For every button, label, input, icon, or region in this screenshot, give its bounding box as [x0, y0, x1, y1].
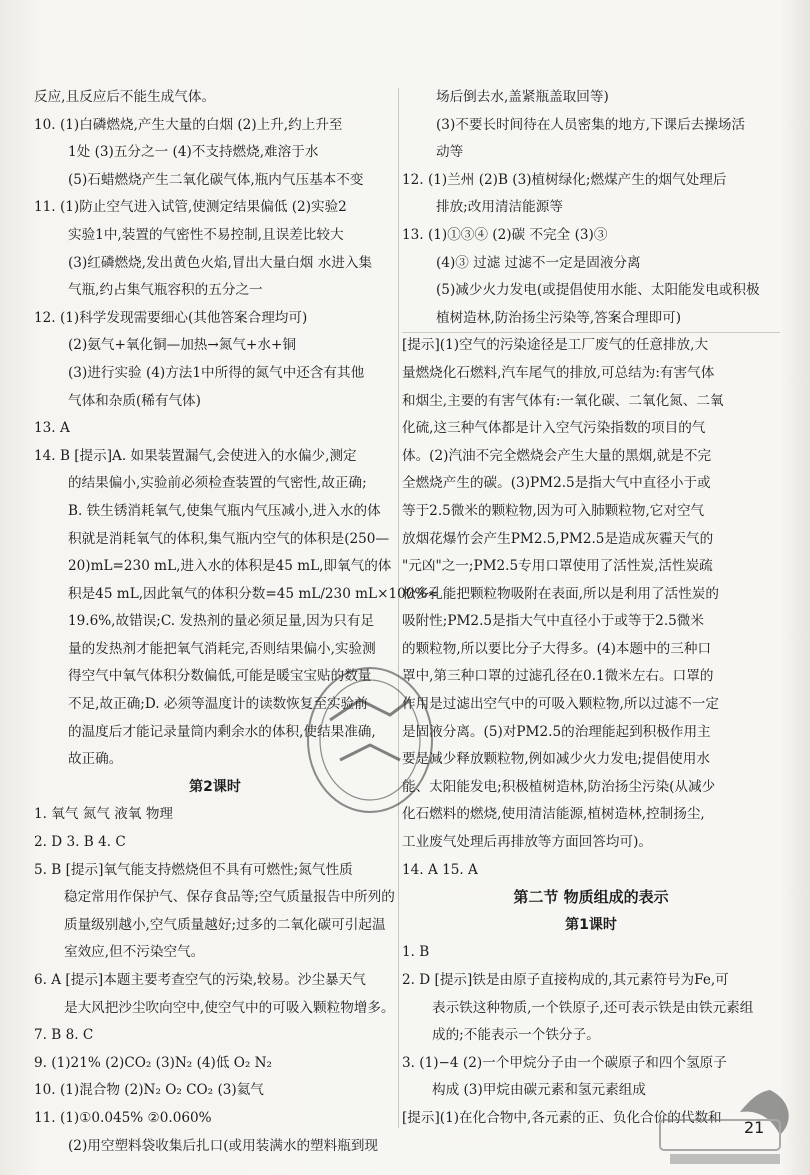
page-number: 21	[744, 1118, 765, 1137]
hint-top-rule	[402, 332, 780, 333]
text-line: 实验1中,装置的气密性不易控制,且误差比较大	[68, 226, 344, 243]
text-line: 反应,且反应后不能生成气体。	[34, 89, 216, 105]
text-line: 9. (1)21% (2)CO₂ (3)N₂ (4)低 O₂ N₂	[34, 1054, 273, 1071]
text-line: 6. A [提示]本题主要考查空气的污染,较易。沙尘暴天气	[34, 972, 366, 988]
section-heading: 第2课时	[189, 778, 241, 795]
text-line: 气瓶,约占集气瓶容积的五分之一	[68, 282, 263, 299]
text-line: (3)进行实验 (4)方法1中所得的氮气中还含有其他	[68, 364, 365, 381]
text-line: 表示铁这种物质,一个铁原子,还可表示铁是由铁元素组	[432, 999, 754, 1016]
text-line: (2)氨气+氧化铜—加热→氮气+水+铜	[68, 337, 296, 354]
text-line: 是固液分离。(5)对PM2.5的治理能起到积极作用主	[402, 723, 711, 740]
text-line: 吸附性;PM2.5是指大气中直径小于或等于2.5微米	[402, 613, 704, 630]
text-line: 全燃烧产生的碳。(3)PM2.5是指大气中直径小于或	[402, 475, 711, 492]
text-line: 量的发热剂才能把氧气消耗完,否则结果偏小,实验测	[68, 640, 376, 657]
text-line: 是大风把沙尘吹向空中,使空气中的可吸入颗粒物增多。	[64, 999, 395, 1016]
text-line: 等于2.5微米的颗粒物,因为可入肺颗粒物,它对空气	[402, 502, 705, 519]
right-column	[402, 84, 780, 1133]
text-line: 11. (1)①0.045% ②0.060%	[34, 1109, 212, 1126]
text-line: 的温度后才能记录量筒内剩余水的体积,使结果准确,	[68, 723, 376, 740]
text-line: 19.6%,故错误;C. 发热剂的量必须足量,因为只有足	[68, 613, 375, 630]
text-line: 1. 氧气 氮气 液氧 物理	[34, 806, 174, 823]
watermark-logo	[640, 1080, 800, 1170]
text-line: (5)石蜡燃烧产生二氧化碳气体,瓶内气压基本不变	[68, 171, 364, 188]
text-line: 13. (1)①③④ (2)碳 不完全 (3)③	[402, 226, 608, 243]
text-line: [提示](1)空气的污染途径是工厂废气的任意排放,大	[402, 337, 709, 354]
text-line: 的颗粒物,所以要比分子大得多。(4)本题中的三种口	[402, 640, 712, 657]
text-line: 3. (1)−4 (2)一个甲烷分子由一个碳原子和四个氢原子	[402, 1054, 727, 1071]
text-line: B. 铁生锈消耗氧气,使集气瓶内气压减小,进入水的体	[68, 502, 381, 519]
text-line: 2. D [提示]铁是由原子直接构成的,其元素符号为Fe,可	[402, 972, 729, 988]
text-line: 质量级别越小,空气质量越好;过多的二氧化碳可引起温	[64, 916, 386, 933]
text-line: 室效应,但不污染空气。	[64, 944, 205, 961]
text-line: (3)红磷燃烧,发出黄色火焰,冒出大量白烟 水进入集	[68, 254, 373, 271]
text-line: 的结果偏小,实验前必须检查装置的气密性,故正确;	[68, 475, 367, 492]
text-line: 12. (1)科学发现需要细心(其他答案合理均可)	[34, 309, 308, 326]
text-line: 5. B [提示]氧气能支持燃烧但不具有可燃性;氮气性质	[34, 861, 353, 878]
text-line: 松多孔能把颗粒物吸附在表面,所以是利用了活性炭的	[402, 585, 719, 602]
text-line: 积就是消耗氧气的体积,集气瓶内空气的体积是(250—	[68, 530, 390, 547]
text-line: 体。(2)汽油不完全燃烧会产生大量的黑烟,就是不完	[402, 447, 712, 464]
text-line: 故正确。	[68, 751, 123, 768]
text-line: 放烟花爆竹会产生PM2.5,PM2.5是造成灰霾天气的	[402, 530, 714, 547]
text-line: (3)不要长时间待在人员密集的地方,下课后去操场活	[436, 116, 746, 133]
text-line: 积是45 mL,因此氧气的体积分数=45 mL/230 mL×100%≈	[68, 585, 439, 602]
section-heading: 第1课时	[565, 916, 617, 933]
text-line: 化石燃料的燃烧,使用清洁能源,植树造林,控制扬尘,	[402, 806, 705, 823]
text-line: 和烟尘,主要的有害气体有:一氧化碳、二氧化氮、二氧	[402, 392, 724, 409]
text-line: 不足,故正确;D. 必须等温度计的读数恢复至实验前	[68, 696, 368, 713]
text-line: 气体和杂质(稀有气体)	[68, 392, 201, 409]
text-line: [提示](1)在化合物中,各元素的正、负化合价的代数和	[402, 1109, 722, 1126]
text-line: 能、太阳能发电;积极植树造林,防治扬尘污染(从减少	[402, 778, 716, 795]
text-line: 14. B [提示]A. 如果装置漏气,会使进入的水偏少,测定	[34, 447, 357, 464]
text-line: 动等	[436, 144, 464, 161]
text-line: 化硫,这三种气体都是计入空气污染指数的项目的气	[402, 420, 706, 437]
text-line: 作用是过滤出空气中的可吸入颗粒物,所以过滤不一定	[402, 696, 719, 713]
text-line: (2)用空塑料袋收集后扎口(或用装满水的塑料瓶到现	[68, 1137, 379, 1154]
text-line: "元凶"之一;PM2.5专用口罩使用了活性炭,活性炭疏	[402, 558, 713, 575]
text-line: 要是减少释放颗粒物,例如减少火力发电;提倡使用水	[402, 751, 710, 768]
text-line: 11. (1)防止空气进入试管,使测定结果偏低 (2)实验2	[34, 199, 347, 216]
text-line: (5)减少火力发电(或提倡使用水能、太阳能发电或积极	[436, 282, 760, 299]
text-line: 13. A	[34, 420, 70, 437]
text-line: 1. B	[402, 944, 430, 961]
text-line: 工业废气处理后再排放等方面回答均可)。	[402, 834, 652, 851]
text-line: 排放;改用清洁能源等	[436, 199, 563, 216]
text-line: 1处 (3)五分之一 (4)不支持燃烧,难溶于水	[68, 144, 319, 161]
text-line: 12. (1)兰州 (2)B (3)植树绿化;燃煤产生的烟气处理后	[402, 171, 727, 188]
text-line: 成的;不能表示一个铁分子。	[432, 1027, 600, 1044]
text-line: 稳定常用作保护气、保存食品等;空气质量报告中所列的	[64, 889, 395, 906]
text-line: 20)mL=230 mL,进入水的体积是45 mL,即氧气的体	[68, 558, 392, 575]
text-line: (4)③ 过滤 过滤不一定是固液分离	[436, 254, 641, 271]
text-line: 构成 (3)甲烷由碳元素和氢元素组成	[432, 1082, 646, 1099]
text-line: 2. D 3. B 4. C	[34, 834, 126, 851]
text-line: 10. (1)白磷燃烧,产生大量的白烟 (2)上升,约上升至	[34, 116, 343, 133]
text-line: 场后倒去水,盖紧瓶盖取回等)	[436, 89, 609, 105]
text-line: 量燃烧化石燃料,汽车尾气的排放,可总结为:有害气体	[402, 364, 715, 381]
text-line: 10. (1)混合物 (2)N₂ O₂ CO₂ (3)氦气	[34, 1082, 264, 1099]
text-line: 植树造林,防治扬尘污染等,答案合理即可)	[436, 309, 682, 326]
text-line: 14. A 15. A	[402, 861, 478, 878]
text-line: 得空气中氧气体积分数偏低,可能是暖宝宝贴的数量	[68, 668, 372, 685]
section-heading: 第二节 物质组成的表示	[513, 888, 669, 907]
text-line: 罩中,第三种口罩的过滤孔径在0.1微米左右。口罩的	[402, 668, 714, 685]
text-line: 7. B 8. C	[34, 1027, 94, 1044]
watermark-stamp	[300, 660, 440, 820]
